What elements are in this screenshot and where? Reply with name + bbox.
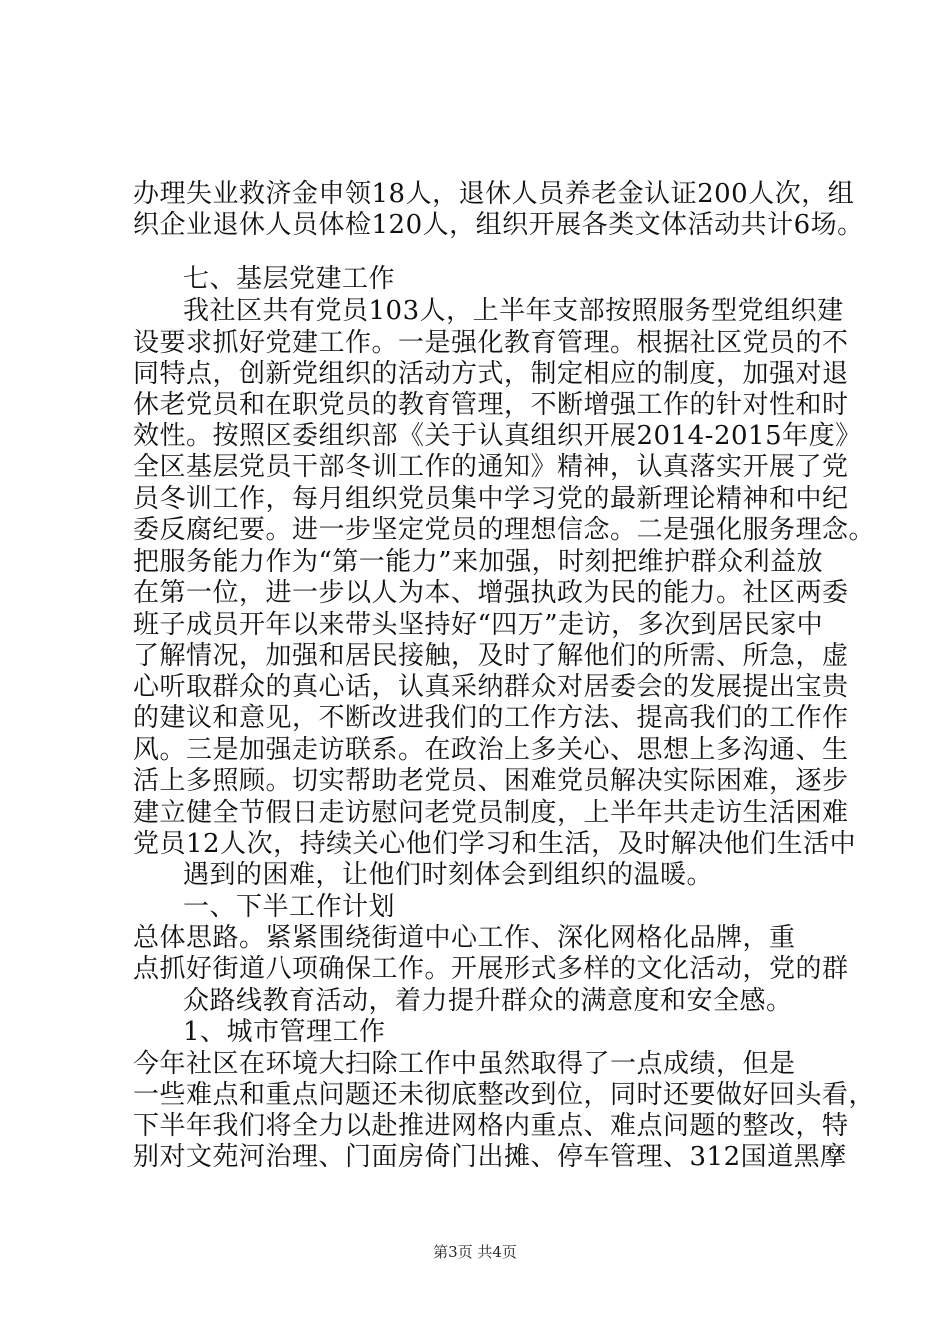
text-line: 活上多照顾。切实帮助老党员、困难党员解决实际困难，逐步 — [133, 766, 849, 796]
text-line: 总体思路。紧紧围绕街道中心工作、深化网格化品牌，重 — [133, 923, 796, 953]
text-line: 委反腐纪要。进一步坚定党员的理想信念。二是强化服务理念。 — [133, 515, 876, 545]
page-footer: 第3页 共4页 — [433, 1243, 517, 1261]
text-line: 1、城市管理工作 — [183, 1017, 386, 1047]
text-line: 员冬训工作，每月组织党员集中学习党的最新理论精神和中纪 — [133, 484, 849, 514]
text-line: 建立健全节假日走访慰问老党员制度，上半年共走访生活困难 — [133, 798, 849, 828]
text-line: 党员12人次，持续关心他们学习和生活，及时解决他们生活中 — [133, 829, 857, 859]
text-line: 风。三是加强走访联系。在政治上多关心、思想上多沟通、生 — [133, 735, 849, 765]
text-line: 的建议和意见，不断改进我们的工作方法、提高我们的工作作 — [133, 703, 849, 733]
text-line: 一些难点和重点问题还未彻底整改到位，同时还要做好回头看， — [133, 1080, 876, 1110]
section-heading: 七、基层党建工作 — [183, 264, 396, 294]
text-line: 全区基层党员干部冬训工作的通知》精神，认真落实开展了党 — [133, 452, 849, 482]
text-line: 把服务能力作为“第一能力”来加强，时刻把维护群众利益放 — [133, 547, 824, 577]
text-line: 别对文苑河治理、门面房倚门出摊、停车管理、312国道黑摩 — [133, 1142, 847, 1172]
section-heading: 众路线教育活动，着力提升群众的满意度和安全感。 — [183, 986, 793, 1016]
text-line: 在第一位，进一步以人为本、增强执政为民的能力。社区两委 — [133, 578, 849, 608]
text-line: 我社区共有党员103人，上半年支部按照服务型党组织建 — [183, 296, 844, 326]
text-line: 设要求抓好党建工作。一是强化教育管理。根据社区党员的不 — [133, 328, 849, 358]
text-line: 心听取群众的真心话，认真采纳群众对居委会的发展提出宝贵 — [133, 672, 849, 702]
text-line: 下半年我们将全力以赴推进网格内重点、难点问题的整改，特 — [133, 1111, 849, 1141]
text-line: 了解情况，加强和居民接触，及时了解他们的所需、所急，虚 — [133, 641, 849, 671]
text-line: 今年社区在环境大扫除工作中虽然取得了一点成绩，但是 — [133, 1049, 796, 1079]
text-line: 办理失业救济金申领18人，退休人员养老金认证200人次，组 — [133, 179, 855, 209]
text-line: 班子成员开年以来带头坚持好“四万”走访，多次到居民家中 — [133, 610, 824, 640]
text-line: 同特点，创新党组织的活动方式，制定相应的制度，加强对退 — [133, 359, 849, 389]
text-line: 点抓好街道八项确保工作。开展形式多样的文化活动，党的群 — [133, 954, 849, 984]
section-heading: 遇到的困难，让他们时刻体会到组织的温暖。 — [183, 860, 714, 890]
text-line: 一、下半工作计划 — [183, 892, 396, 922]
text-line: 休老党员和在职党员的教育管理，不断增强工作的针对性和时 — [133, 390, 849, 420]
text-line: 效性。按照区委组织部《关于认真组织开展2014-2015年度》 — [133, 421, 862, 451]
text-line: 织企业退休人员体检120人，组织开展各类文体活动共计6场。 — [133, 210, 864, 240]
